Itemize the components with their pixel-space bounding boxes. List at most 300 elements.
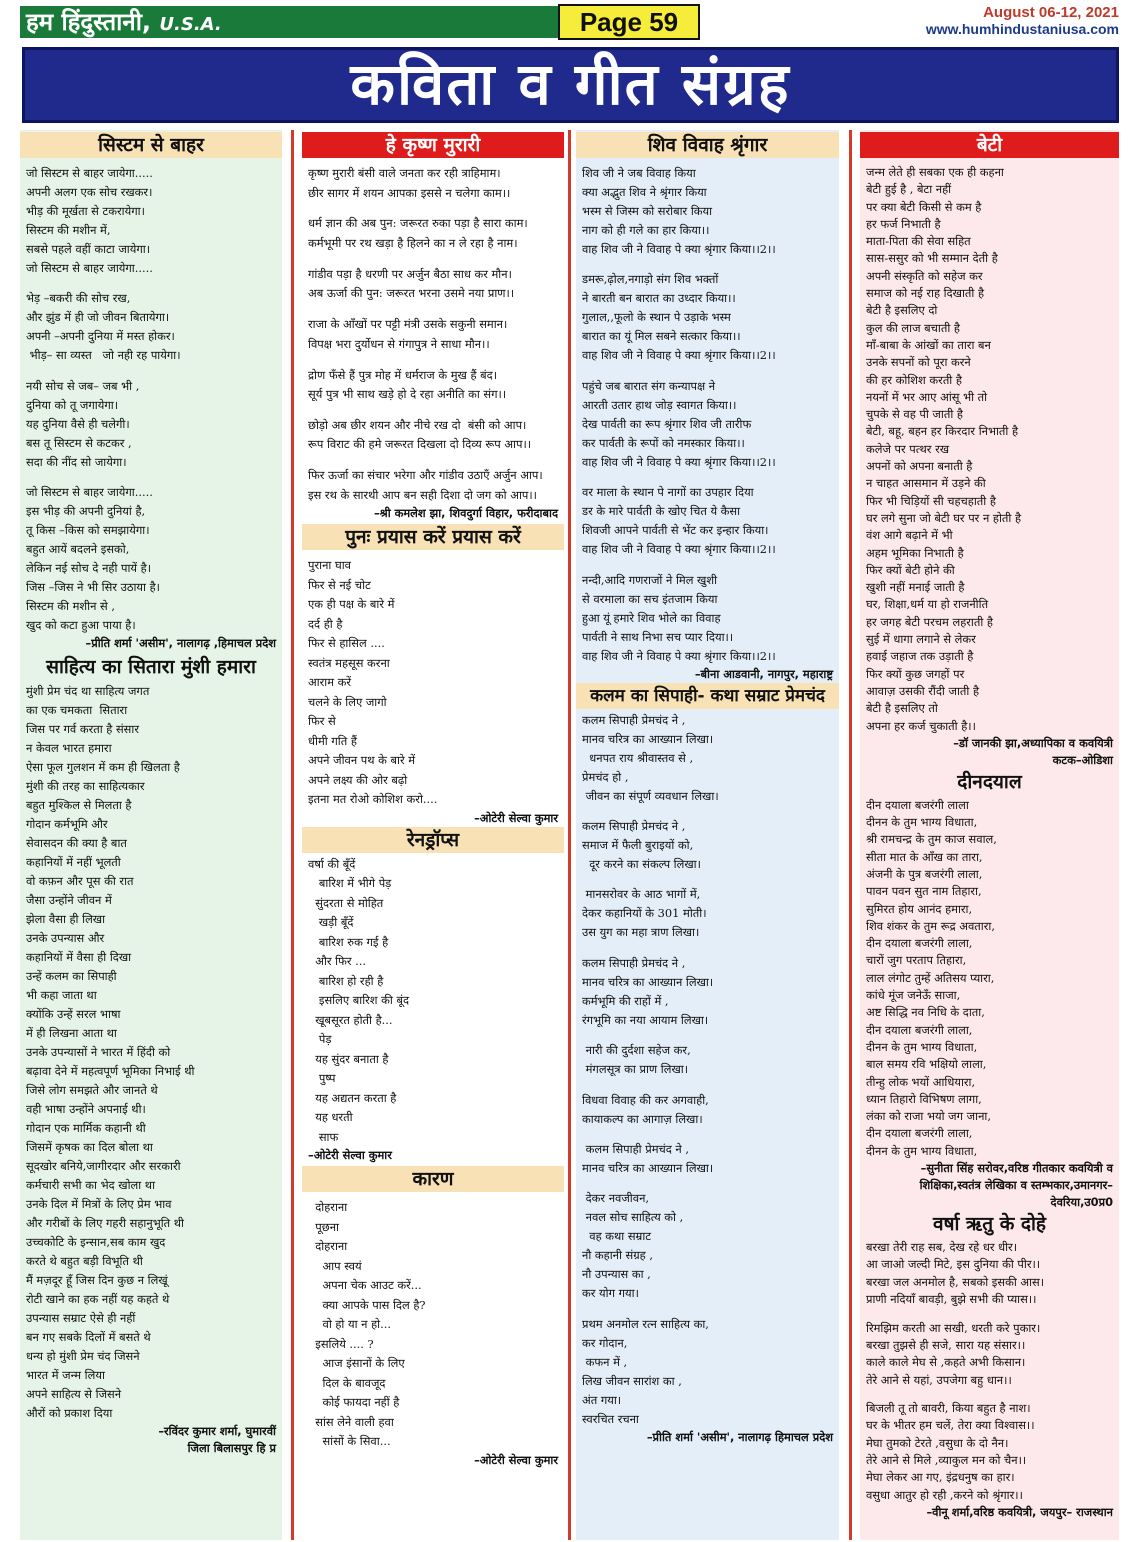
- poem-line: मुंशी की तरह का साहित्यकार: [26, 779, 145, 794]
- poem-line: भारत में जन्म लिया: [26, 1368, 105, 1383]
- poem-line: यह अद्यतन करता है: [308, 1090, 397, 1105]
- poem-line: धनपत राय श्रीवास्तव से ,: [582, 750, 694, 765]
- poem-line: और फिर ...: [308, 954, 367, 969]
- poem-line: खूबसूरत होती है...: [308, 1012, 393, 1027]
- poem-line: वंश आगे बढ़ाने में भी: [866, 528, 953, 543]
- poem-title: साहित्य का सितारा मुंशी हमारा: [46, 656, 256, 679]
- poem-line: बरखा तुझसे ही सजे, सारा यह संसार।।: [866, 1337, 1026, 1352]
- poem-line: अब ऊर्जा की पुन: जरूरत भरना उसमे नया प्राण।।: [308, 286, 515, 301]
- poem-line: कर पार्वती के रूपों को नमस्कार किया।।: [582, 435, 745, 450]
- poem-line: यह सुंदर बनाता है: [308, 1051, 389, 1066]
- poem-line: उस युग का महा त्राण लिखा।: [582, 925, 700, 940]
- poem-line: द्रोण फँसे हैं पुत्र मोह में धर्मराज के मुख हैं बंद।: [308, 367, 498, 382]
- poem-line: बेटी हुई है , बेटा नहीं: [866, 182, 952, 197]
- poem-credit: –बीना आडवानी, नागपुर, महाराष्ट्र: [694, 666, 833, 681]
- poem-line: नयी सोच से जब– जब भी ,: [26, 378, 140, 393]
- poem-line: उनके उपन्यास और: [26, 931, 105, 946]
- poem-line: उनके दिल में मित्रों के लिए प्रेम भाव: [26, 1197, 172, 1212]
- poem-line: दोहराना: [308, 1200, 348, 1215]
- poem-line: फिर से: [308, 714, 336, 729]
- poem-line: भी कहा जाता था: [26, 988, 97, 1003]
- poem-line: इसलिए बारिश की बूंद: [308, 993, 410, 1008]
- poem-line: प्रथम अनमोल रत्न साहित्य का,: [582, 1316, 709, 1331]
- poem-line: सेवासदन की क्या है बात: [26, 836, 127, 851]
- poem-line: वाह शिव जी ने विवाह पे क्या श्रृंगार किया।।2।।: [582, 542, 776, 557]
- stanza-gap: [582, 1030, 839, 1041]
- poem-line: अंत गया।: [582, 1392, 622, 1407]
- poem-line: डमरू,ढ़ोल,नगाड़ो संग शिव भक्तों: [582, 272, 719, 287]
- poem-line: नौ कहानी संग्रह ,: [582, 1248, 653, 1263]
- poem-line: अंजनी के पुत्र बजरंगी लाला,: [866, 866, 983, 881]
- poem-line: नवल सोच साहित्य को ,: [582, 1210, 684, 1225]
- poem-line: मुंशी प्रेम चंद था साहित्य जगत: [26, 684, 150, 699]
- poem-line: खुद को कटा हुआ पाया है।: [26, 618, 136, 633]
- poem-line: धन्य हो मुंशी प्रेम चंद जिसने: [26, 1349, 140, 1364]
- stanza-gap: [26, 365, 282, 376]
- stanza-gap: [582, 559, 839, 570]
- poem-line: प्रेमचंद हो ,: [582, 769, 629, 784]
- poem-line: जो सिस्टम से बाहर जायेगा.....: [26, 485, 153, 500]
- poem-line: कर योग गया।: [582, 1286, 639, 1301]
- poem-line: सबसे पहले वहीं काटा जायेगा।: [26, 242, 151, 256]
- stanza-gap: [582, 806, 839, 817]
- masthead: [0, 0, 1135, 44]
- poem-line: जिसे लोग समझते और जानते थे: [26, 1083, 158, 1098]
- stanza-gap: [308, 203, 564, 214]
- poem-line: जैसा उन्होंने जीवन में: [26, 893, 112, 908]
- poem-line: दीन दयाला बजरंगी लाला: [866, 797, 969, 812]
- poem-line: कलम सिपाही प्रेमचंद ने ,: [582, 712, 686, 727]
- poem-line: हर फर्ज निभाती है: [866, 216, 941, 231]
- poem-line: कर्मभूमि की राहों में ,: [582, 993, 669, 1008]
- poem-line: भीड़ की मूर्खता से टकरायेगा।: [26, 204, 145, 218]
- stanza-gap: [308, 455, 564, 466]
- poem-line: बेटी है इसलिए तो: [866, 701, 938, 716]
- poem-line: दुनिया को तू जगायेगा।: [26, 397, 119, 412]
- poem-line: समाज में फैली बुराइयों को,: [582, 837, 694, 852]
- poem-body: [576, 164, 839, 666]
- poem-line: कृष्ण मुरारी बंसी वाले जनता कर रही त्राहिमाम।: [308, 166, 501, 180]
- poem-line: नौ उपन्यास का ,: [582, 1267, 651, 1282]
- poem-line: सिस्टम की मशीन में,: [26, 223, 111, 237]
- poem-line: दर्द ही है: [308, 616, 343, 631]
- poem-title: हे कृष्ण मुरारी: [302, 132, 564, 158]
- poem-line: उनके सपनों को पूरा करने: [866, 355, 971, 370]
- poem-line: देकर कहानियों के 301 मोती।: [582, 906, 707, 921]
- page-number: Page 59: [558, 4, 700, 40]
- poem-line: घर के भीतर हम चलें, तेरा क्या विश्वास।।: [866, 1418, 1035, 1433]
- stanza-gap: [26, 278, 282, 289]
- poem-line: बेटी, बहू, बहन हर किरदार निभाती है: [866, 424, 1019, 439]
- poem-line: फिर भी चिड़ियों सी चहचहाती है: [866, 493, 996, 508]
- poem-line: चुपके से वह पी जाती है: [866, 407, 963, 422]
- stanza-gap: [582, 259, 839, 270]
- poem-line: दीन दयाला बजरंगी लाला,: [866, 1126, 973, 1141]
- poem-line: हुआ यूं हमारे शिव भोले का विवाह: [582, 610, 721, 625]
- poem-line: दोहराना: [308, 1239, 348, 1254]
- poem-line: लेकिन नई सोच दे नही पायें है।: [26, 561, 152, 576]
- poem-line: बारात का यूं मिल सबने सत्कार किया।।: [582, 329, 741, 344]
- poem-line: आवाज़ उसकी रौंदी जाती है: [866, 683, 980, 698]
- poem-body: [576, 711, 839, 1429]
- poem-credit: –ओटेरी सेल्वा कुमार: [308, 1148, 392, 1163]
- poem-line: कहानियों में नहीं भूलती: [26, 855, 121, 870]
- issue-info: [926, 4, 1119, 38]
- poem-line: वाह शिव जी ने विवाह पे क्या श्रृंगार किया।।2।।: [582, 648, 776, 663]
- stanza-gap: [582, 365, 839, 376]
- poem-line: वाह शिव जी ने विवाह पे क्या श्रृंगार किया।।2।।: [582, 242, 776, 256]
- poem-line: एक ही पक्ष के बारे में: [308, 597, 395, 612]
- stanza-gap: [866, 1308, 1119, 1319]
- poem-line: कहानियों में वैसा ही दिखा: [26, 950, 132, 965]
- poem-line: न केवल भारत हमारा: [26, 741, 112, 756]
- poem-line: माँ-बाबा के आंखों का तारा बन: [866, 337, 991, 352]
- poem-line: लंका को राजा भयो जग जाना,: [866, 1109, 991, 1124]
- poem-line: तेरे आने से मिले ,व्याकुल मन को चैन।।: [866, 1453, 1027, 1468]
- poem-line: लिख जीवन सारांश का ,: [582, 1373, 682, 1388]
- poem-line: दूर करने का संकल्प लिखा।: [582, 856, 701, 871]
- poem-credit: –वीनू शर्मा,वरिष्ठ कवयित्री, जयपुर– राजस्थान: [926, 1504, 1113, 1519]
- poem-credit: –रविंदर कुमार शर्मा, घुमारवीं: [158, 1424, 276, 1439]
- poem-line: अपने साहित्य से जिसने: [26, 1387, 122, 1402]
- poem-line: सिस्टम की मशीन से ,: [26, 599, 115, 614]
- poem-line: कायाकल्प का आगाज़ लिखा।: [582, 1111, 703, 1126]
- poem-line: बरखा तेरी राह सब, देख रहे धर धीर।: [866, 1240, 1018, 1255]
- poem-line: शिवजी आपने पार्वती से भेंट कर इन्हार किया।: [582, 523, 769, 538]
- poem-line: प्राणी नदियाँ बावड़ी, बुझे सभी की प्यास।।: [866, 1291, 1037, 1306]
- poem-line: लाल लंगोट तुम्हें अतिसय प्यारा,: [866, 970, 995, 985]
- poem-line: तीन्हु लोक भयों आधियारा,: [866, 1074, 976, 1089]
- poem-line: और गरीबों के लिए गहरी सहानुभूति थी: [26, 1216, 185, 1231]
- poem-line: क्योंकि उन्हें सरल भाषा: [26, 1007, 121, 1022]
- brand-suffix: U.S.A.: [159, 14, 222, 35]
- column-1: [20, 130, 282, 1540]
- poem-line: ऐसा फूल गुलशन में कम ही खिलता है: [26, 760, 180, 775]
- stanza-gap: [26, 472, 282, 483]
- stanza-gap: [308, 304, 564, 315]
- poem-line: धीमी गति हैं: [308, 733, 357, 748]
- poem-credit: –ओटेरी सेल्वा कुमार: [474, 810, 558, 825]
- poem-line: अपना चेक आउट करें...: [308, 1278, 422, 1293]
- poem-credit-location: कटक–ओडिशा: [1052, 752, 1113, 767]
- poem-line: बिजली तू तो बावरी, किया बहुत है नाश।: [866, 1401, 1031, 1416]
- poem-line: जन्म लेते ही सबका एक ही कहना: [866, 165, 1004, 179]
- poem-line: फिर ऊर्जा का संचार भरेगा और गांडीव उठाएँ अर्जुन आप।: [308, 468, 543, 483]
- poem-line: अष्ट सिद्धि नव निधि के दाता,: [866, 1005, 985, 1020]
- poem-line: पावन पवन सुत नाम तिहारा,: [866, 884, 982, 899]
- poem-line: सास-ससुर को भी सम्मान देती है: [866, 251, 998, 266]
- poem-line: कर्मचारी सभी का भेद खोला था: [26, 1178, 156, 1193]
- column-4: [860, 130, 1119, 1540]
- poem-line: कर गोदान,: [582, 1335, 628, 1350]
- poem-line: वर्षा की बूँदें: [308, 856, 356, 871]
- poem-line: शिव शंकर के तुम रूद्र अवतारा,: [866, 918, 995, 933]
- poem-line: ने बारती बन बारात का उध्दार किया।।: [582, 291, 736, 306]
- poem-line: अपनी –अपनी दुनिया में मस्त होकर।: [26, 329, 175, 344]
- poem-line: फिर क्यों बेटी होने की: [866, 562, 955, 577]
- poem-line: हवाई जहाज तक उड़ाती है: [866, 649, 974, 664]
- poem-title: सिस्टम से बाहर: [20, 132, 282, 158]
- poem-credit: –ओटेरी सेल्वा कुमार: [474, 1452, 558, 1467]
- poem-line: धर्म ज्ञान की अब पुन: जरूरत रुका पड़ा है सारा काम।: [308, 216, 528, 231]
- poem-line: समाज को नई राह दिखाती है: [866, 286, 985, 301]
- poem-line: वह कथा सम्राट: [582, 1229, 652, 1244]
- poem-line: पार्वती ने साथ निभा सच प्यार दिया।।: [582, 629, 734, 644]
- poem-line: पर क्या बेटी किसी से कम है: [866, 199, 982, 214]
- poem-line: सांसों के सिवा...: [308, 1434, 391, 1449]
- poem-line: शिव जी ने जब विवाह किया: [582, 166, 696, 180]
- poem-line: मानव चरित्र का आख्यान लिखा।: [582, 1160, 714, 1175]
- brand-title: हम हिंदुस्तानी,: [26, 8, 152, 36]
- poem-line: जिस पर गर्व करता है संसार: [26, 722, 139, 737]
- poem-line: विपक्ष भरा दुर्योधन से गंगापुत्र ने साधा मौन।।: [308, 336, 490, 351]
- poem-line: जो सिस्टम से बाहर जायेगा.....: [26, 166, 153, 180]
- poem-line: की हर कोशिश करती है: [866, 372, 962, 387]
- poem-line: भस्म से जिस्म को सरोबार किया: [582, 204, 713, 218]
- poem-line: विधवा विवाह की कर अगवाही,: [582, 1092, 709, 1107]
- poem-line: पहुंचे जब बारात संग कन्यापक्ष ने: [582, 378, 716, 393]
- poem-line: कलम सिपाही प्रेमचंद ने ,: [582, 955, 686, 970]
- poem-line: पूछना: [308, 1219, 339, 1234]
- poem-credit: –श्री कमलेश झा, शिवदुर्गा विहार, फरीदाबाद: [373, 506, 558, 521]
- poem-line: कुल की लाज बचाती है: [866, 320, 960, 335]
- poem-line: अपना हर कर्ज चुकाती है।।: [866, 718, 976, 733]
- poem-line: तेरे आने से यहां, उपजेगा बहु धान।।: [866, 1372, 1012, 1387]
- poem-body: [860, 797, 1119, 1160]
- poem-line: कांधे मूंज जनेऊँ साजा,: [866, 988, 961, 1003]
- poem-line: आराम करें: [308, 675, 352, 690]
- poem-line: वाह शिव जी ने विवाह पे क्या श्रृंगार किया।।2।।: [582, 454, 776, 469]
- poem-line: में ही लिखना आता था: [26, 1026, 117, 1041]
- poem-line: बहुत आयें बदलने इसको,: [26, 542, 130, 557]
- poem-body: [302, 164, 564, 505]
- stanza-gap: [582, 874, 839, 885]
- poem-title: दीनदयाल: [957, 770, 1022, 793]
- poem-title: वर्षा ऋतु के दोहे: [932, 1213, 1047, 1236]
- issue-date: August 06-12, 2021: [983, 4, 1119, 21]
- website-link[interactable]: www.humhindustaniusa.com: [925, 21, 1119, 37]
- poem-line: आरती उतार हाथ जोड़ स्वागत किया।।: [582, 397, 737, 412]
- poem-line: बन गए सबके दिलों में बसते थे: [26, 1330, 151, 1345]
- poem-line: का एक चमकता सितारा: [26, 703, 128, 718]
- poem-line: देख पार्वती का रूप श्रृंगार शिव जी तारीफ: [582, 416, 752, 431]
- poem-line: मानसरोवर के आठ भागों में,: [582, 887, 701, 902]
- poem-line: उन्हें कलम का सिपाही: [26, 969, 117, 984]
- poem-line: चारों जुग परताप तिहारा,: [866, 953, 967, 968]
- poem-line: देकर नवजीवन,: [582, 1191, 650, 1206]
- poem-body: [302, 1198, 564, 1452]
- poem-line: मैं मज़दूर हूँ जिस दिन कुछ न लिखूं: [26, 1273, 168, 1288]
- poem-body: [860, 164, 1119, 735]
- poem-line: अपनी अलग एक सोच रखकर।: [26, 185, 153, 199]
- poem-line: मेघा तुमको टेरते ,वसुधा के दो नैन।: [866, 1435, 1009, 1450]
- poem-line: आज इंसानों के लिए: [308, 1356, 405, 1371]
- poem-line: इस भीड़ की अपनी दुनियां है,: [26, 504, 146, 519]
- poem-line: और झुंड में ही जो जीवन बितायेगा।: [26, 310, 170, 325]
- poem-line: बारिश में भीगे पेड़: [308, 876, 392, 891]
- poem-line: इस रथ के सारथी आप बन सही दिशा दो जग को आप।।: [308, 487, 537, 502]
- poem-line: सूदखोर बनिये,जागीरदार और सरकारी: [26, 1159, 181, 1174]
- stanza-gap: [866, 1389, 1119, 1400]
- poem-credit: –प्रीति शर्मा 'असीम', नालागढ़ हिमाचल प्रदेश: [646, 1429, 833, 1444]
- poem-line: स्वतंत्र महसूस करना: [308, 655, 390, 670]
- poem-body: [302, 556, 564, 810]
- poem-line: नाग को ही गले का हार किया।।: [582, 223, 710, 237]
- poem-line: मानव चरित्र का आख्यान लिखा।: [582, 974, 714, 989]
- poem-line: दीनन के तुम भाग्य विधाता,: [866, 815, 978, 830]
- poem-line: कलेजे पर पत्थर रख: [866, 441, 950, 456]
- poem-credit-location: जिला बिलासपुर हि प्र: [187, 1441, 276, 1456]
- poem-line: गोदान एक मार्मिक कहानी थी: [26, 1121, 146, 1136]
- stanza-gap: [308, 354, 564, 365]
- poem-line: सुंदरता से मोहित: [308, 895, 384, 910]
- poem-line: जिसमें कृषक का दिल बोला था: [26, 1140, 153, 1155]
- poem-line: मानव चरित्र का आख्यान लिखा।: [582, 731, 714, 746]
- poem-line: श्री रामचन्द्र के तुम काज सवाल,: [866, 832, 997, 847]
- poem-line: वसुधा आतुर हो रही ,करने को श्रृंगार।।: [866, 1487, 1023, 1502]
- poem-line: अपनों को अपना बनाती है: [866, 459, 973, 474]
- poem-line: कोई फायदा नहीं है: [308, 1395, 400, 1410]
- stanza-gap: [582, 1129, 839, 1140]
- poem-line: दीनन के तुम भाग्य विधाता,: [866, 1039, 978, 1054]
- poem-line: कर्मभूमी पर रथ खड़ा है हिलने का न ले रहा है नाम।: [308, 235, 518, 250]
- poem-line: सुमिरत होय आनंद हमारा,: [866, 901, 973, 916]
- poem-credit: –सुनीता सिंह सरोवर,वरिष्ठ गीतकार कवयित्री व शिक्षिका,स्वतंत्र लेखिका व स्तम्भकार,उमानगर–देवरिया,उ0प्र0: [919, 1161, 1113, 1210]
- poem-line: माता-पिता की सेवा सहित: [866, 234, 971, 249]
- poem-credit: –प्रीति शर्मा 'असीम', नालागढ़ ,हिमाचल प्रदेश: [85, 636, 276, 651]
- poem-line: बारिश रुक गई है: [308, 934, 389, 949]
- stanza-gap: [582, 1303, 839, 1314]
- poem-line: हर जगह बेटी परचम लहराती है: [866, 614, 993, 629]
- poem-line: रिमझिम करती आ सखी, धरती करे पुकार।: [866, 1320, 1041, 1335]
- poem-line: न चाहत आसमान में उड़ने की: [866, 476, 986, 491]
- column-divider: [568, 130, 571, 1540]
- poem-line: सुई में धागा लगाने से लेकर: [866, 632, 976, 647]
- poem-line: यह धरती: [308, 1110, 353, 1125]
- poem-title: रेनड्रॉप्स: [302, 827, 564, 853]
- poem-line: बढ़ावा देने में महत्वपूर्ण भूमिका निभाई थी: [26, 1064, 195, 1079]
- poem-line: अपने लक्ष्य की ओर बढ़ो: [308, 772, 408, 787]
- column-divider: [849, 130, 852, 1540]
- poem-line: कलम सिपाही प्रेमचंद ने ,: [582, 1141, 689, 1156]
- poem-line: नन्दी,आदि गणराजों ने मिल खुशी: [582, 572, 718, 587]
- poem-body: [860, 1239, 1119, 1504]
- poem-body: [20, 164, 282, 635]
- poem-line: वही भाषा उन्होंने अपनाई थी।: [26, 1102, 146, 1117]
- poem-line: अहम भूमिका निभाती है: [866, 545, 964, 560]
- poem-line: जो सिस्टम से बाहर जायेगा.....: [26, 261, 153, 275]
- poem-line: साफ: [308, 1129, 339, 1144]
- poem-line: वाह शिव जी ने विवाह पे क्या श्रृंगार किया।।2।।: [582, 348, 776, 363]
- poem-line: रूप विराट की हमे जरूरत दिखला दो दिव्य रूप आप।।: [308, 437, 532, 452]
- poem-line: दीन दयाला बजरंगी लाला,: [866, 936, 973, 951]
- poem-line: इतना मत रोओ कोशिश करो....: [308, 792, 438, 807]
- stanza-gap: [582, 1079, 839, 1090]
- poem-line: झेला वैसा ही लिखा: [26, 912, 106, 927]
- poem-line: डर के मारे पार्वती के खोए चित ये कैसा: [582, 504, 741, 519]
- poem-line: गोदान कर्मभूमि और: [26, 817, 108, 832]
- stanza-gap: [308, 253, 564, 264]
- column-divider: [291, 130, 294, 1540]
- poem-line: फिर क्यों कुछ जगहों पर: [866, 666, 965, 681]
- poem-line: दिल के बावजूद: [308, 1375, 386, 1390]
- poem-line: बरखा जल अनमोल है, सबको इसकी आस।: [866, 1274, 1045, 1289]
- poem-line: उनके उपन्यासों ने भारत में हिंदी को: [26, 1045, 171, 1060]
- poem-line: करते थे बहुत बड़ी विभूति थी: [26, 1254, 143, 1269]
- poem-line: कफन में ,: [582, 1354, 628, 1369]
- poem-line: पुष्प: [308, 1071, 336, 1086]
- poem-title: शिव विवाह श्रृंगार: [576, 132, 839, 158]
- poem-line: रोटी खाने का हक नहीं यह कहते थे: [26, 1292, 170, 1307]
- poem-line: से वरमाला का सच इंतजाम किया: [582, 591, 718, 606]
- poem-line: आ जाओ जल्दी मिटे, इस दुनिया की पीर।।: [866, 1257, 1041, 1272]
- column-2: [302, 130, 564, 1540]
- poem-line: बाल समय रवि भक्षियो लाला,: [866, 1057, 987, 1072]
- poem-line: मेघा लेकर आ गए, इंद्रधनुष का हार।: [866, 1470, 1015, 1485]
- poem-line: भीड़– सा व्यस्त जो नही रह पायेगा।: [26, 348, 181, 363]
- poem-line: उच्चकोटि के इन्सान,सब काम खुद: [26, 1235, 166, 1250]
- poem-line: जिस –जिस ने भी सिर उठाया है।: [26, 580, 160, 595]
- poem-title: कलम का सिपाही- कथा सम्राट प्रेमचंद: [576, 683, 839, 709]
- poem-line: जीवन का संपूर्ण व्यवधान लिखा।: [582, 788, 719, 803]
- poem-line: छोड़ो अब छीर शयन और नीचे रख दो बंसी को आप।: [308, 417, 527, 432]
- poem-line: खुशी नहीं मनाई जाती है: [866, 580, 965, 595]
- poem-line: आप स्वयं: [308, 1258, 362, 1273]
- poem-line: गुलाल,,फूलो के स्थान पे उड़ाके भस्म: [582, 310, 731, 325]
- poem-line: स्वरचित रचना: [582, 1411, 639, 1426]
- poem-line: भेड़ –बकरी की सोच रख,: [26, 291, 131, 306]
- poem-line: अपने जीवन पथ के बारे में: [308, 753, 416, 768]
- poem-line: वो कफ़न और पूस की रात: [26, 874, 134, 889]
- poem-line: सूर्य पुत्र भी साथ खड़े हो दे रहा अनीति का संग।।: [308, 387, 507, 402]
- poem-line: काले काले मेघ से ,कहते अभी किसान।: [866, 1355, 1026, 1370]
- poem-credit: –डॉ जानकी झा,अध्यापिका व कवयित्री: [953, 735, 1113, 750]
- column-3: [576, 130, 839, 1540]
- poem-line: मंगलसूत्र का प्राण लिखा।: [582, 1062, 689, 1077]
- poem-line: घर, शिक्षा,धर्म या हो राजनीति: [866, 597, 989, 612]
- poem-line: क्या अद्भुत शिव ने श्रृंगार किया: [582, 185, 707, 199]
- stanza-gap: [582, 1178, 839, 1189]
- section-banner: कविता व गीत संग्रह: [22, 47, 1119, 123]
- poem-line: सदा की नींद सो जायेगा।: [26, 454, 127, 469]
- brand-name: [20, 6, 558, 38]
- poem-line: क्या आपके पास दिल है?: [308, 1297, 426, 1312]
- poem-title: बेटी: [860, 132, 1119, 158]
- poem-title: कारण: [302, 1166, 564, 1192]
- poem-line: ध्यान तिहारो विभिषण लागा,: [866, 1091, 982, 1106]
- poem-line: वर माला के स्थान पे नागों का उपहार दिया: [582, 485, 754, 500]
- poem-line: औरों को प्रकाश दिया: [26, 1406, 113, 1421]
- poem-line: कलम सिपाही प्रेमचंद ने ,: [582, 818, 686, 833]
- poem-line: पेड़: [308, 1032, 332, 1047]
- poem-line: राजा के आँखों पर पट्टी मंत्री उसके सकुनी समान।: [308, 317, 508, 332]
- poem-body: [20, 682, 282, 1423]
- poem-line: फिर से नई चोट: [308, 577, 371, 592]
- poem-line: गांडीव पड़ा है धरणी पर अर्जुन बैठा साध कर मौन।: [308, 266, 512, 281]
- poem-line: इसलिये .... ?: [308, 1336, 374, 1351]
- poem-line: बहुत मुश्किल से मिलता है: [26, 798, 132, 813]
- poem-line: नारी की दुर्दशा सहेज कर,: [582, 1043, 691, 1058]
- poem-line: खड़ी बूँदें: [308, 915, 354, 930]
- poem-line: तू किस –किस को समझायेगा।: [26, 523, 150, 538]
- poem-line: घर लगे सुना जो बेटी घर पर न होती है: [866, 510, 1022, 525]
- poem-line: सांस लेने वाली हवा: [308, 1414, 394, 1429]
- poem-line: पुराना घाव: [308, 558, 351, 573]
- poem-line: छीर सागर में शयन आपका इससे न चलेगा काम।।: [308, 185, 511, 200]
- poem-line: उपन्यास सम्राट ऐसे ही नहीं: [26, 1311, 136, 1326]
- poem-line: वो हो या न हो...: [308, 1317, 391, 1332]
- poem-line: यह दुनिया वैसे ही चलेगी।: [26, 416, 130, 431]
